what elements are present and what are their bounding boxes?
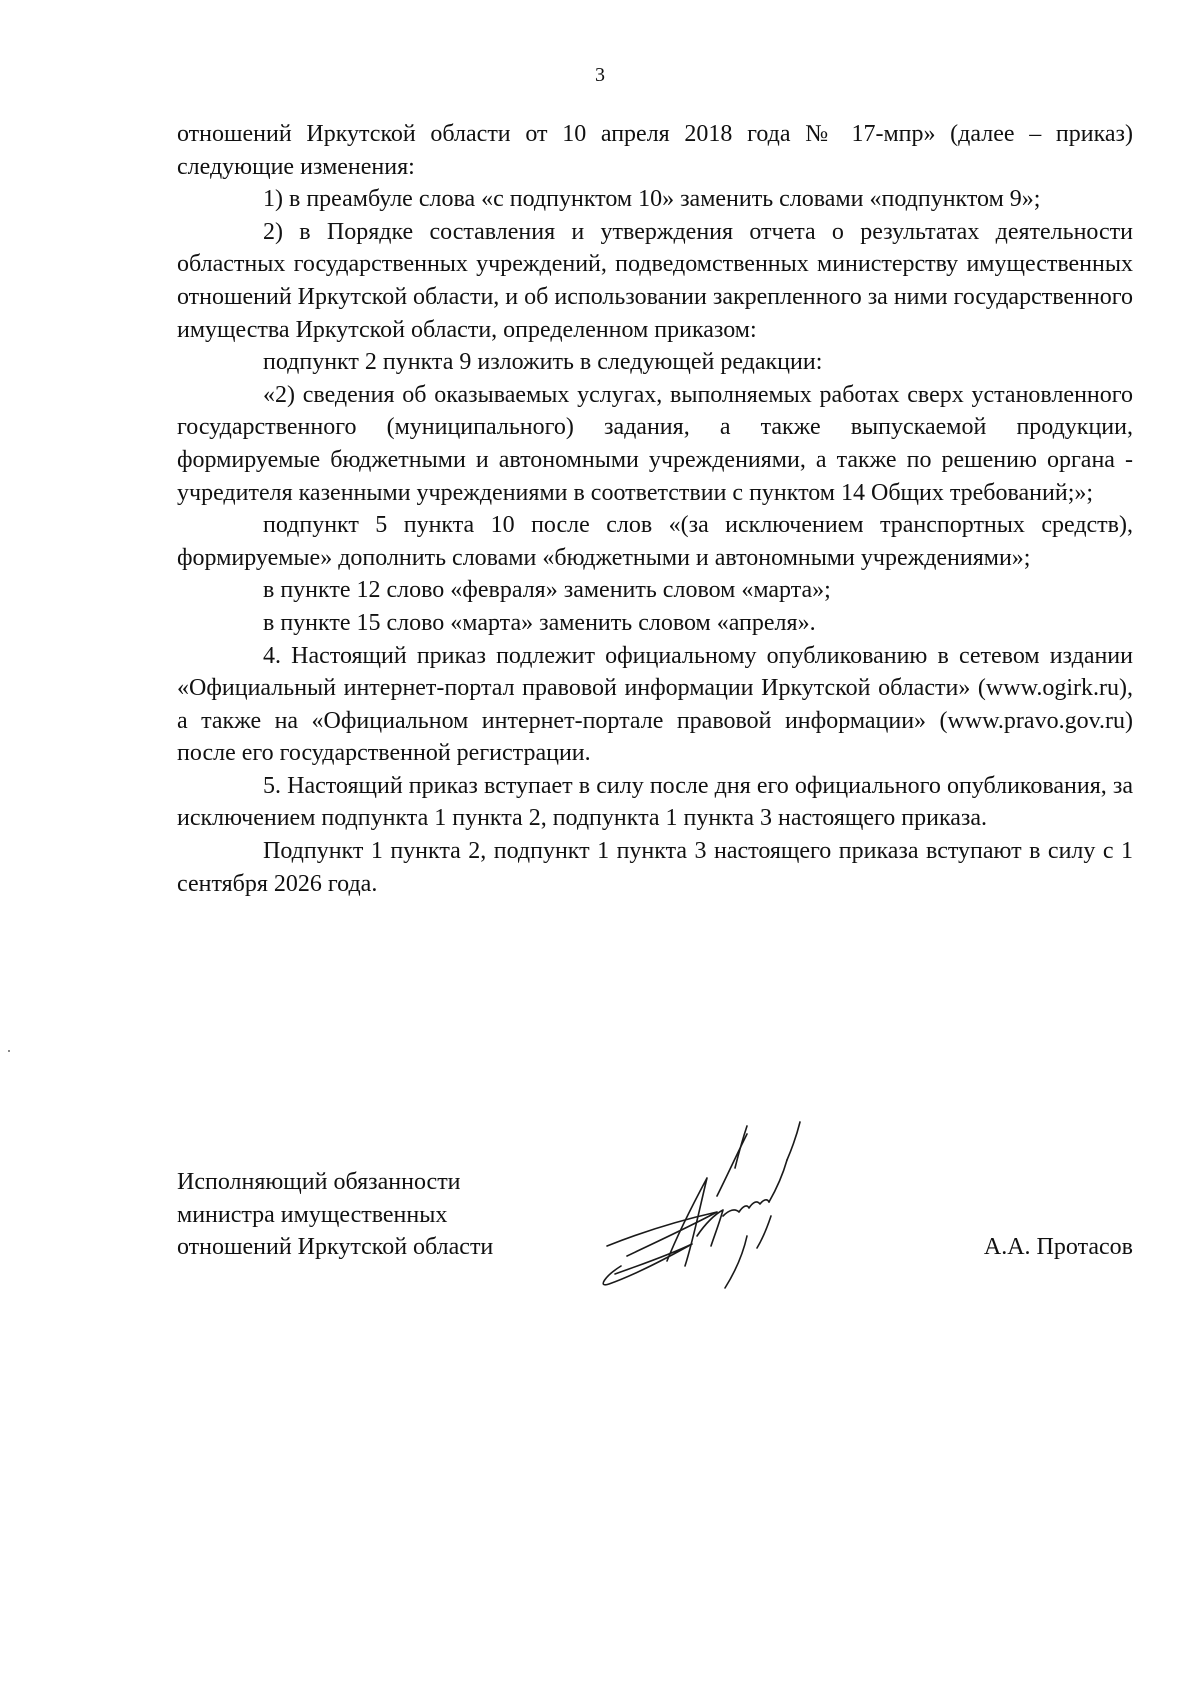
document-body	[177, 118, 1133, 900]
signature-block	[177, 1166, 1133, 1296]
paragraph: подпункт 2 пункта 9 изложить в следующей редакции:	[263, 349, 823, 376]
signatory-title-line: Исполняющий обязанности	[177, 1169, 461, 1195]
paragraph: подпункт 5 пункта 10 после слов «(за исключением транспортных средств), формируемые» дополнить словами «бюджетными и автономными учреждениями»;	[177, 512, 1133, 571]
paragraph: в пункте 12 слово «февраля» заменить словом «марта»;	[263, 577, 831, 604]
paragraph: «2) сведения об оказываемых услугах, выполняемых работах сверх установленного государственного (муниципального) задания, а также выпускаемой продукции, формируемые бюджетными и автономными учреждениями, а также по решению органа - учредителя казенными учреждениями в соответствии с пунктом 14 Общих требований;»;	[177, 381, 1133, 506]
paragraph: 5. Настоящий приказ вступает в силу после дня его официального опубликования, за исключением подпункта 1 пункта 2, подпункта 1 пункта 3 настоящего приказа.	[177, 772, 1133, 832]
paragraph: 2) в Порядке составления и утверждения отчета о результатах деятельности областных государственных учреждений, подведомственных министерству имущественных отношений Иркутской области, и об использовании закрепленного за ними государственного имущества Иркутской области, определенном приказом:	[177, 218, 1133, 343]
page-number: 3	[595, 64, 605, 86]
paragraph: в пункте 15 слово «марта» заменить словом «апреля».	[263, 609, 816, 636]
scan-artifact	[8, 1050, 10, 1052]
paragraph: 1) в преамбуле слова «с подпунктом 10» заменить словами «подпунктом 9»;	[263, 186, 1041, 213]
paragraph: 4. Настоящий приказ подлежит официальному опубликованию в сетевом издании «Официальный интернет-портал правовой информации Иркутской области» (www.ogirk.ru), а также на «Официальном интернет-портале правовой информации» (www.pravo.gov.ru) после его государственной регистрации.	[177, 642, 1133, 767]
signatory-title-line: отношений Иркутской области	[177, 1234, 494, 1261]
paragraph: Подпункт 1 пункта 2, подпункт 1 пункта 3 настоящего приказа вступают в силу с 1 сентября 2026 года.	[177, 838, 1133, 897]
paragraph: отношений Иркутской области от 10 апреля 2018 года № 17-мпр» (далее – приказ) следующие изменения:	[177, 121, 1133, 180]
handwritten-signature	[597, 1116, 827, 1306]
signatory-name: А.А. Протасов	[983, 1234, 1133, 1260]
signatory-title	[177, 1166, 493, 1264]
signatory-title-line: министра имущественных	[177, 1201, 448, 1228]
